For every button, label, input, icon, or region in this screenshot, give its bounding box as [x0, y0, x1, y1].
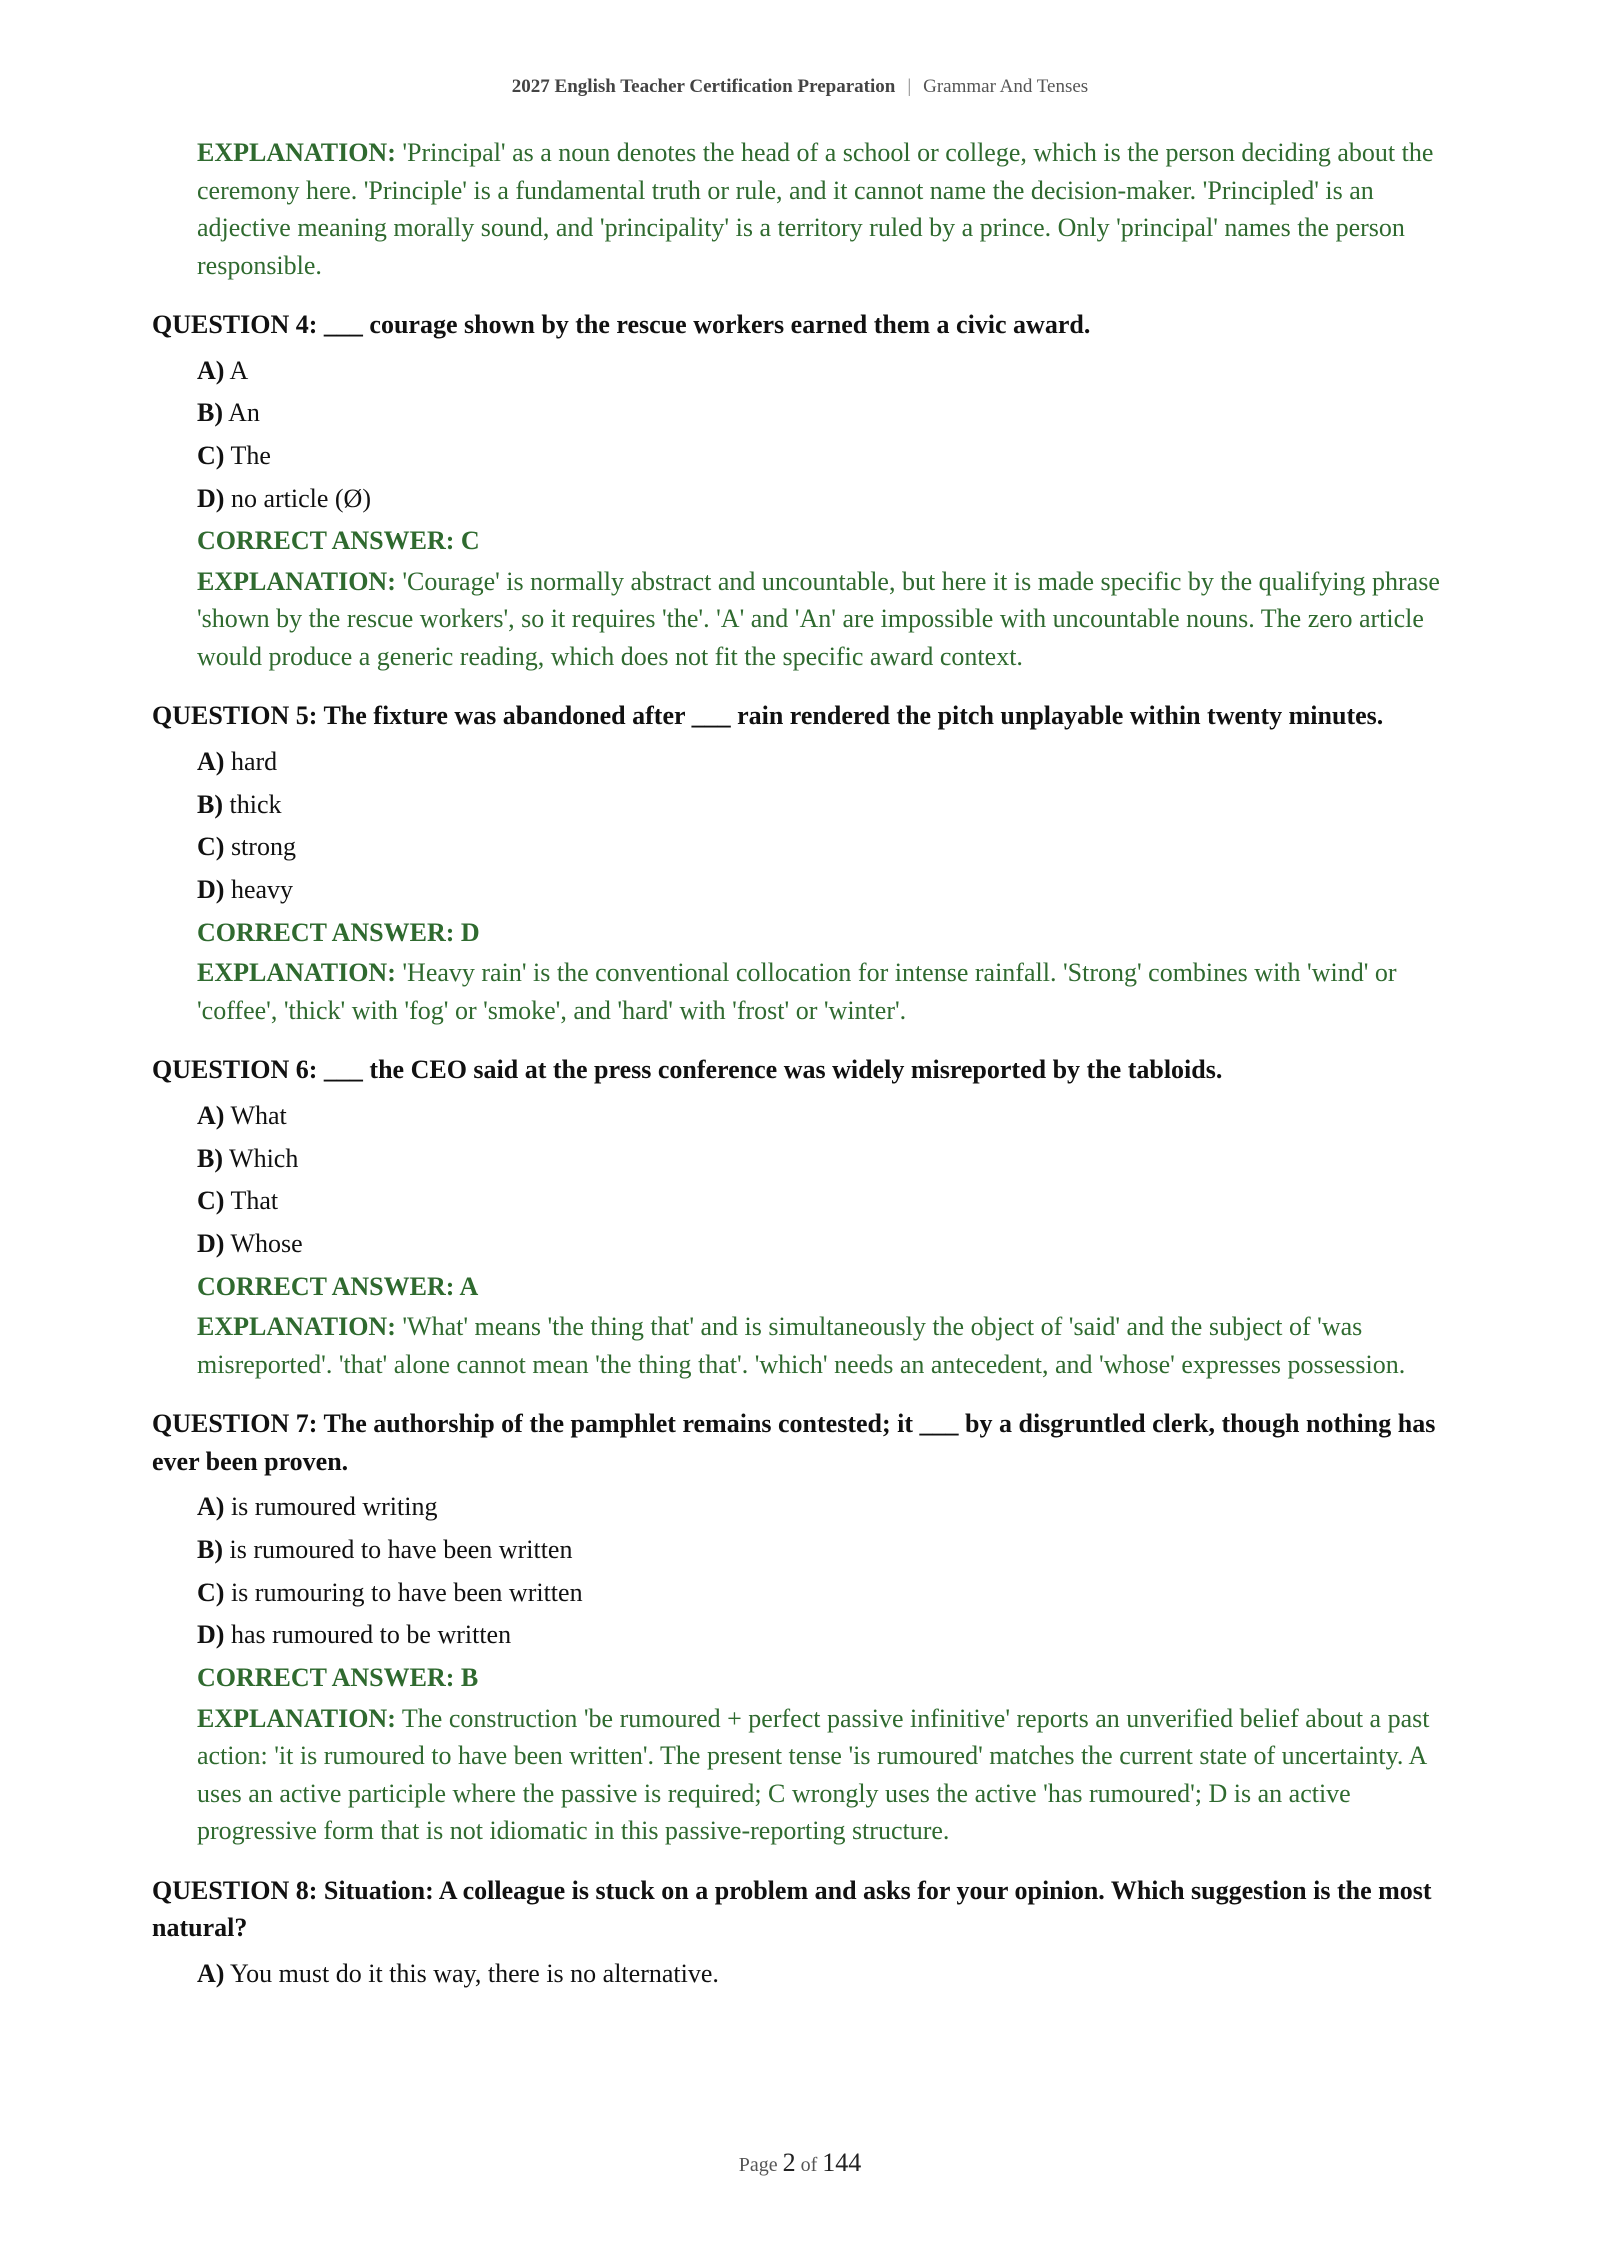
- option-letter: A): [197, 1958, 225, 1988]
- page-number: 2: [782, 2148, 796, 2177]
- answer-option: [197, 350, 1448, 393]
- option-text: heavy: [230, 875, 294, 904]
- answer-letter: D: [460, 917, 480, 947]
- question-label: QUESTION 6:: [152, 1055, 318, 1085]
- answer-option: [197, 741, 1448, 784]
- answer-option: [197, 435, 1448, 478]
- option-letter: D): [197, 483, 225, 513]
- question-stem: The fixture was abandoned after ___ rain rendered the pitch unplayable within twenty minutes.: [323, 701, 1384, 731]
- answer-option: [197, 1572, 1448, 1615]
- option-text: thick: [229, 789, 282, 819]
- correct-answer: [197, 912, 1448, 955]
- question-block: [152, 306, 1448, 675]
- answer-letter: C: [460, 526, 480, 556]
- option-letter: A): [197, 746, 225, 776]
- question-label: QUESTION 7:: [152, 1409, 318, 1439]
- correct-answer: [197, 520, 1448, 563]
- correct-answer: [197, 1657, 1448, 1700]
- total-pages: 144: [822, 2148, 862, 2177]
- question-label: QUESTION 8:: [152, 1875, 318, 1905]
- option-text: What: [230, 1100, 287, 1130]
- question-block: [152, 1051, 1448, 1383]
- option-text: has rumoured to be written: [230, 1620, 512, 1650]
- answer-option: [197, 869, 1448, 912]
- answer-prefix: CORRECT ANSWER:: [197, 1663, 455, 1693]
- explanation-label: EXPLANATION:: [197, 1312, 396, 1342]
- option-text: is rumouring to have been written: [230, 1577, 583, 1607]
- question-label: QUESTION 5:: [152, 701, 318, 731]
- option-letter: B): [197, 1143, 223, 1173]
- answer-prefix: CORRECT ANSWER:: [197, 917, 455, 947]
- header-separator: |: [907, 76, 912, 97]
- option-text: Which: [229, 1143, 299, 1173]
- explanation-text: 'What' means 'the thing that' and is simultaneously the object of 'said' and the subject of 'was misreported'. 'that' alone cannot mean 'the thing that'. 'which' needs an antecedent, and 'whose' expresses possession.: [197, 1312, 1406, 1379]
- option-letter: D): [197, 875, 225, 904]
- question-text: [152, 697, 1448, 735]
- question-stem: ___ courage shown by the rescue workers earned them a civic award.: [323, 310, 1091, 339]
- option-text: is rumoured writing: [230, 1492, 438, 1522]
- explanation-label: EXPLANATION:: [197, 1703, 396, 1733]
- answer-option: [197, 826, 1448, 869]
- question-stem: The authorship of the pamphlet remains contested; it ___ by a disgruntled clerk, though nothing has ever been proven.: [152, 1409, 1436, 1476]
- explanation-label: EXPLANATION:: [197, 566, 396, 596]
- option-text: Whose: [230, 1228, 303, 1258]
- page-content: [152, 134, 1448, 1995]
- option-text: The: [230, 440, 271, 470]
- answer-option: [197, 478, 1448, 521]
- answer-option: [197, 1095, 1448, 1138]
- option-letter: D): [197, 1228, 225, 1258]
- section-title: Grammar And Tenses: [923, 76, 1089, 97]
- document-title: 2027 English Teacher Certification Preparation: [511, 76, 896, 97]
- explanation-text: 'Principal' as a noun denotes the head of a school or college, which is the person deciding about the ceremony here. 'Principle' is a fundamental truth or rule, and it cannot name the decision-maker. 'Principled' is an adjective meaning morally sound, and 'principality' is a territory ruled by a prince. Only 'principal' names the person responsible.: [197, 138, 1434, 280]
- option-letter: B): [197, 398, 223, 428]
- option-text: A: [229, 355, 249, 385]
- question-text: [152, 306, 1448, 344]
- option-letter: D): [197, 1620, 225, 1650]
- correct-answer: [197, 1266, 1448, 1309]
- answer-option: [197, 1223, 1448, 1266]
- explanation: [197, 1700, 1448, 1850]
- answer-option: [197, 392, 1448, 435]
- answer-prefix: CORRECT ANSWER:: [197, 526, 455, 556]
- option-text: An: [228, 398, 260, 428]
- answer-letter: A: [459, 1271, 479, 1301]
- explanation: [197, 1308, 1448, 1383]
- option-letter: C): [197, 1577, 225, 1607]
- answer-option: [197, 1486, 1448, 1529]
- carryover-explanation: [197, 134, 1448, 284]
- explanation-label: EXPLANATION:: [197, 138, 396, 167]
- answer-option: [197, 1529, 1448, 1572]
- option-letter: B): [197, 1535, 223, 1564]
- answer-option: [197, 1138, 1448, 1181]
- explanation-text: 'Courage' is normally abstract and uncountable, but here it is made specific by the qualifying phrase 'shown by the rescue workers', so it requires 'the'. 'A' and 'An' are impossible with uncountable nouns. The zero article would produce a generic reading, which does not fit the specific award context.: [197, 566, 1440, 671]
- question-stem: Situation: A colleague is stuck on a problem and asks for your opinion. Which suggestion is the most natural?: [152, 1875, 1432, 1943]
- answer-option: [197, 1953, 1448, 1996]
- option-text: That: [230, 1186, 279, 1216]
- option-letter: C): [197, 440, 225, 470]
- option-letter: C): [197, 1186, 225, 1216]
- question-text: [152, 1405, 1448, 1480]
- option-letter: A): [197, 1100, 225, 1130]
- answer-option: [197, 784, 1448, 827]
- page-footer: [0, 2148, 1600, 2178]
- option-text: You must do it this way, there is no alternative.: [229, 1958, 719, 1988]
- option-text: is rumoured to have been written: [229, 1535, 573, 1564]
- option-text: strong: [230, 832, 296, 862]
- explanation: [197, 954, 1448, 1029]
- option-text: no article (Ø): [230, 483, 371, 513]
- question-text: [152, 1872, 1448, 1947]
- answer-letter: B: [460, 1663, 479, 1693]
- option-text: hard: [230, 746, 278, 776]
- question-block: [152, 1872, 1448, 1996]
- option-letter: B): [197, 789, 223, 819]
- explanation: [197, 563, 1448, 676]
- option-letter: C): [197, 832, 225, 862]
- question-text: [152, 1051, 1448, 1089]
- question-block: [152, 697, 1448, 1029]
- explanation-text: The construction 'be rumoured + perfect passive infinitive' reports an unverified belief about a past action: 'it is rumoured to have been written'. The present tense 'is rumoured' matches the current state of uncertainty. A uses an active participle where the passive is required; C wrongly uses the active 'has rumoured'; D is an active progressive form that is not idiomatic in this passive-reporting structure.: [197, 1703, 1430, 1846]
- option-letter: A): [197, 355, 225, 385]
- answer-option: [197, 1614, 1448, 1657]
- explanation-label: EXPLANATION:: [197, 958, 396, 988]
- question-stem: ___ the CEO said at the press conference was widely misreported by the tabloids.: [323, 1055, 1223, 1085]
- page-word: Page: [738, 2154, 778, 2176]
- page-header: [0, 76, 1600, 98]
- answer-option: [197, 1180, 1448, 1223]
- question-block: [152, 1405, 1448, 1849]
- option-letter: A): [197, 1492, 225, 1522]
- of-word: of: [800, 2154, 818, 2176]
- question-label: QUESTION 4:: [152, 310, 318, 339]
- explanation-text: 'Heavy rain' is the conventional collocation for intense rainfall. 'Strong' combines with 'wind' or 'coffee', 'thick' with 'fog' or 'smoke', and 'hard' with 'frost' or 'winter'.: [197, 958, 1397, 1025]
- answer-prefix: CORRECT ANSWER:: [197, 1271, 455, 1301]
